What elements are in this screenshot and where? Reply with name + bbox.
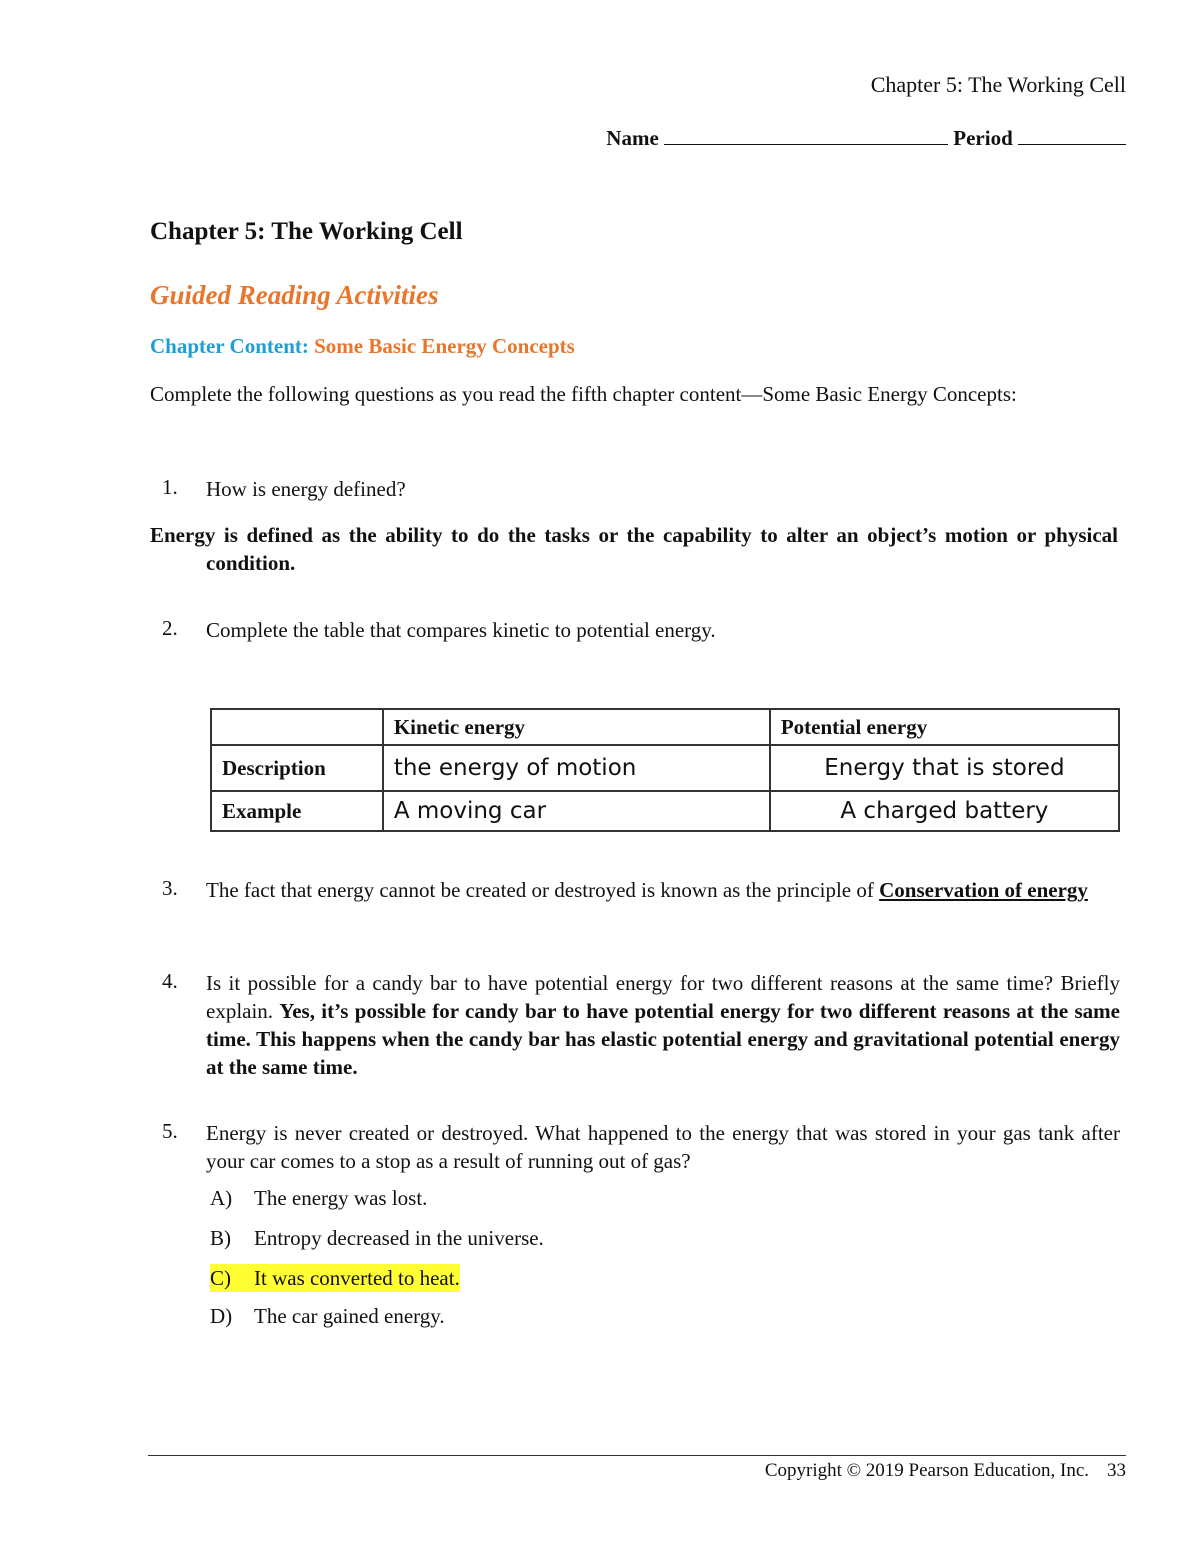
section-label: Chapter Content: xyxy=(150,334,309,358)
option-text: It was converted to heat. xyxy=(254,1266,460,1290)
table-row xyxy=(211,791,1119,831)
question-number: 3. xyxy=(162,876,178,900)
question-number: 5. xyxy=(162,1119,178,1143)
footer-divider xyxy=(148,1455,1126,1456)
option-letter: A) xyxy=(210,1186,233,1210)
question-block xyxy=(206,969,1120,1081)
question-number: 2. xyxy=(162,616,178,640)
row-label: Example xyxy=(211,791,383,831)
question-text: Is it possible for a candy bar to have potential energy for two different reasons at the same time? Briefly explain. xyxy=(206,971,1120,1023)
option-letter: D) xyxy=(210,1304,233,1328)
option-letter: C) xyxy=(210,1266,231,1290)
running-header: Chapter 5: The Working Cell xyxy=(870,72,1126,97)
answer-option-d[interactable] xyxy=(210,1302,445,1330)
name-period-line xyxy=(606,126,1126,151)
page-title: Chapter 5: The Working Cell xyxy=(150,218,463,245)
question-text: Complete the table that compares kinetic to potential energy. xyxy=(206,618,716,642)
question-text: Energy is never created or destroyed. What happened to the energy that was stored in your gas tank after your car comes to a stop as a result of running out of gas? xyxy=(206,1121,1120,1173)
question-answer: Conservation of energy xyxy=(879,878,1088,902)
period-label: Period xyxy=(953,126,1013,150)
question-block xyxy=(206,876,1120,904)
page-subtitle: Guided Reading Activities xyxy=(150,280,439,310)
option-letter: B) xyxy=(210,1226,231,1250)
answer-option-c-selected[interactable] xyxy=(210,1264,460,1292)
name-label: Name xyxy=(606,126,659,150)
question-text: The fact that energy cannot be created or destroyed is known as the principle of xyxy=(206,878,874,902)
kinetic-example-cell[interactable]: A moving car xyxy=(383,791,770,831)
question-text: How is energy defined? xyxy=(206,477,406,501)
question-number: 1. xyxy=(162,475,178,499)
option-text: Entropy decreased in the universe. xyxy=(254,1226,544,1250)
table-header-cell xyxy=(211,709,383,745)
row-label: Description xyxy=(211,745,383,791)
question-answer: Energy is defined as the ability to do the tasks or the capability to alter an object’s motion or physical condition. xyxy=(150,523,1118,575)
name-field[interactable] xyxy=(664,126,948,145)
kinetic-description-cell[interactable]: the energy of motion xyxy=(383,745,770,791)
intro-paragraph: Complete the following questions as you read the fifth chapter content—Some Basic Energy Concepts: xyxy=(150,382,1017,406)
potential-description-cell[interactable]: Energy that is stored xyxy=(770,745,1119,791)
answer-option-a[interactable] xyxy=(210,1184,427,1212)
table-row xyxy=(211,745,1119,791)
answer-option-b[interactable] xyxy=(210,1224,544,1252)
option-text: The car gained energy. xyxy=(254,1304,445,1328)
period-field[interactable] xyxy=(1018,126,1126,145)
potential-example-cell[interactable]: A charged battery xyxy=(770,791,1119,831)
section-topic: Some Basic Energy Concepts xyxy=(314,334,575,358)
question-answer: Yes, it’s possible for candy bar to have potential energy for two different reasons at the same time. This happens when the candy bar has elastic potential energy and gravitational potential energy at the same time. xyxy=(206,999,1120,1079)
question-number: 4. xyxy=(162,969,178,993)
option-text: The energy was lost. xyxy=(254,1186,428,1210)
energy-comparison-table xyxy=(210,708,1120,832)
section-heading xyxy=(150,334,575,359)
page-number: 33 xyxy=(1107,1460,1126,1481)
footer xyxy=(765,1460,1126,1482)
table-header-kinetic: Kinetic energy xyxy=(383,709,770,745)
table-header-potential: Potential energy xyxy=(770,709,1119,745)
copyright-text: Copyright © 2019 Pearson Education, Inc. xyxy=(764,1460,1089,1481)
